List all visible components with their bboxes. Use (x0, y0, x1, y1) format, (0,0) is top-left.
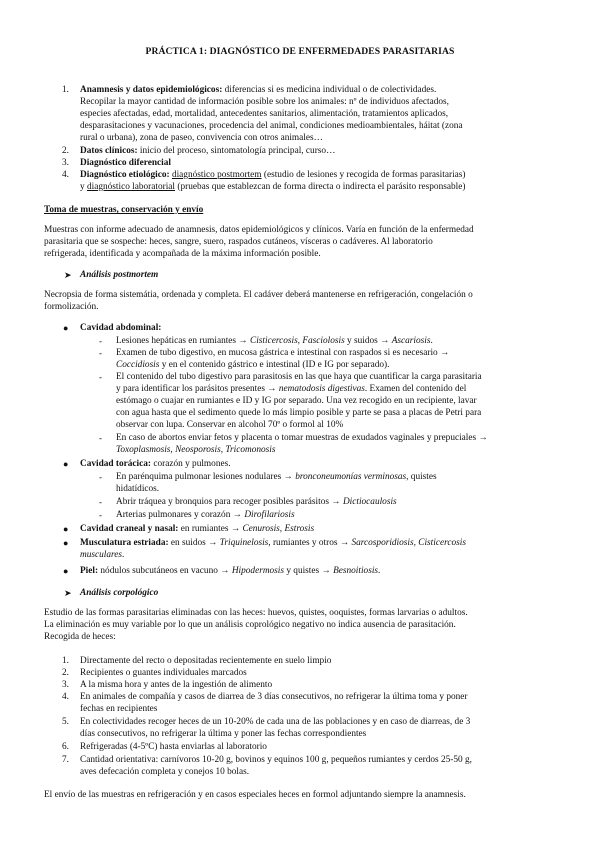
list-item: A la misma hora y antes de la ingestión de alimento (80, 680, 273, 690)
list-item (80, 157, 171, 169)
item-text: y para identificar los parásitos presentes → (116, 384, 279, 394)
item-italic: Ascariosis (391, 336, 431, 346)
sub-item-cont: Toxoplasmosis, Neosporosis, Tricomonosis (116, 445, 276, 455)
item-heading: Diagnóstico etiológico: (80, 170, 170, 180)
bullet-item-cont (80, 549, 124, 561)
list-item: Recipientes o guantes individuales marcados (80, 668, 247, 678)
list-number: 6. (62, 742, 69, 752)
item-text: , rumiantes y otros → (268, 538, 352, 548)
bullet-heading: Piel: (80, 566, 99, 576)
item-heading: Datos clínicos: (80, 146, 138, 156)
item-text: especies afectadas, edad, mortalidad, antecedentes sanitarios, alimentación, tratamientos aplicados, (80, 109, 449, 119)
item-text: en suidos → (168, 538, 220, 548)
item-text: diferencias si es medicina individual o de colectividades. (222, 85, 437, 95)
list-number: 4. (62, 170, 69, 180)
list-item: En colectividades recoger heces de un 10-20% de cada una de las poblaciones y en caso de diarreas, de 3 (80, 717, 471, 727)
dash-icon: - (99, 372, 102, 382)
dash-icon: - (99, 433, 102, 443)
item-italic: Coccidiosis (116, 360, 160, 370)
bullet-icon: ● (63, 524, 69, 534)
subsection-heading: Análisis postmortem (80, 270, 159, 280)
sub-item (116, 496, 397, 508)
sub-item-cont (116, 359, 389, 371)
item-italic: musculares (80, 550, 123, 560)
item-text: y (80, 182, 87, 192)
dash-icon: - (99, 336, 102, 346)
sub-item (116, 471, 437, 483)
item-text: desparasitaciones y vacunaciones, procedencia del animal, condiciones medioambientales, háitat (zona (80, 121, 463, 131)
item-text: (pruebas que establezcan de forma directa o indirecta el parásito responsable) (175, 182, 466, 192)
paragraph-line: formolización. (44, 302, 99, 312)
paragraph-line: Muestras con informe adecuado de anamnesis, datos epidemiológicos y clínicos. Varía en función de la enfermedad (44, 225, 474, 235)
section-heading: Toma de muestras, conservación y envío (44, 205, 204, 215)
list-item: Cantidad orientativa: carnívoros 10-20 g, bovinos y equinos 100 g, pequeños rumiantes y cerdos 25-50 g, (80, 755, 472, 765)
list-number: 5. (62, 717, 69, 727)
item-text: Recopilar la mayor cantidad de información posible sobre los animales: nº de individuos afectados, (80, 97, 449, 107)
item-italic: Triquinelosis (219, 538, 269, 548)
item-text: en rumiantes → (178, 524, 243, 534)
list-item: Directamente del recto o depositadas recientemente en suelo limpio (80, 656, 332, 666)
arrow-bullet-icon: ➤ (64, 270, 72, 280)
list-item (80, 169, 466, 181)
item-text: . Examen del contenido del (364, 384, 467, 394)
list-number: 3. (62, 158, 69, 168)
list-number: 3. (62, 680, 69, 690)
list-number: 1. (62, 656, 69, 666)
sub-item (116, 509, 295, 521)
list-number: 2. (62, 146, 69, 156)
subsection-heading: Análisis corpológico (80, 588, 159, 598)
sub-item (116, 335, 433, 347)
item-italic: bronconeumonías verminosas (295, 472, 407, 482)
bullet-heading: Cavidad abdominal: (80, 323, 162, 333)
bullet-icon: ● (63, 323, 69, 333)
page-title: PRÁCTICA 1: DIAGNÓSTICO DE ENFERMEDADES PARASITARIAS (145, 46, 455, 57)
item-text: . (378, 566, 381, 576)
item-italic: Besnoitiosis (333, 566, 379, 576)
paragraph-line: Estudio de las formas parasitarias eliminadas con las heces: huevos, quistes, ooquistes, formas larvarias o adultos. (44, 608, 468, 618)
item-text: y en el contenido gástrico e intestinal (ID e IG por separado). (159, 360, 390, 370)
item-italic: Dirofilariosis (244, 510, 295, 520)
item-text: En parénquima pulmonar lesiones nodulares → (116, 472, 296, 482)
item-text: Lesiones hepáticas en rumiantes → (116, 336, 250, 346)
item-text: (estudio de lesiones y recogida de formas parasitarias) (261, 170, 466, 180)
list-item (80, 145, 335, 157)
list-item-cont: días consecutivos, no refrigerar la última y poner las fechas correspondientes (80, 729, 367, 739)
item-text: . (122, 550, 125, 560)
item-text: inicio del proceso, sintomatología principal, curso… (137, 146, 336, 156)
bullet-icon: ● (63, 459, 69, 469)
closing-paragraph: El envío de las muestras en refrigeración y en casos especiales heces en formol adjuntando siempre la anamnesis. (44, 790, 466, 800)
list-number: 2. (62, 668, 69, 678)
list-number: 7. (62, 755, 69, 765)
item-italic: nematodosis digestivas (278, 384, 365, 394)
paragraph-line: parasitaria que se sospeche: heces, sangre, suero, raspados cutáneos, vísceras o cadáveres. Al laboratorio (44, 237, 433, 247)
paragraph-line: Necropsia de forma sistemátia, ordenada y completa. El cadáver deberá mantenerse en refrigeración, congelación o (44, 290, 473, 300)
bullet-heading: Cavidad torácica: (80, 459, 152, 469)
sub-item-cont: estómago o cuajar en rumiantes e ID y IG por separado. Una vez recogido en un recipiente, lavar (116, 396, 477, 406)
item-italic: Dictiocaulosis (342, 497, 397, 507)
paragraph-line: La eliminación es muy variable por lo que un análisis coprológico negativo no indica ausencia de parasitación. (44, 620, 456, 630)
item-italic: Sarcosporidiosis, Cisticercosis (351, 538, 466, 548)
paragraph-line: refrigerada, identificada y acompañada de la máxima información posible. (44, 249, 321, 259)
link-laboratorial: diagnóstico laboratorial (86, 182, 176, 192)
sub-item-cont: observar con lupa. Conservar en alcohol 70º o formol al 10% (116, 420, 344, 430)
dash-icon: - (99, 510, 102, 520)
list-item-cont: fechas en recipientes (80, 704, 158, 714)
item-italic: Hipodermosis (231, 566, 284, 576)
list-item: En animales de compañía y casos de diarrea de 3 días consecutivos, no refrigerar la última toma y poner (80, 692, 468, 702)
arrow-bullet-icon: ➤ (64, 588, 72, 598)
bullet-item (80, 523, 314, 535)
paragraph-line: Recogida de heces: (44, 632, 116, 642)
sub-item: El contenido del tubo digestivo para parasitosis en las que haya que cuantificar la carga parasitaria (116, 372, 482, 382)
item-text: Abrir tráquea y bronquios para recoger posibles parásitos → (116, 497, 343, 507)
item-italic: Cenurosis, Estrosis (242, 524, 315, 534)
item-italic: Cisticercosis, Fasciolosis (250, 336, 345, 346)
list-item: Refrigeradas (4-5ºC) hasta enviarlas al laboratorio (80, 742, 267, 752)
bullet-icon: ● (63, 566, 69, 576)
list-number: 1. (62, 85, 69, 95)
item-text: y suidos → (344, 336, 392, 346)
link-postmortem: diagnóstico postmortem (171, 170, 262, 180)
item-heading: Diagnóstico diferencial (80, 158, 171, 168)
bullet-item (80, 565, 380, 577)
dash-icon: - (99, 497, 102, 507)
list-item-cont (80, 181, 465, 193)
bullet-heading: Musculatura estriada: (80, 538, 169, 548)
dash-icon: - (99, 348, 102, 358)
item-heading: Anamnesis y datos epidemiológicos: (80, 85, 223, 95)
sub-item-cont: hidatídicos. (116, 484, 160, 494)
bullet-heading: Cavidad craneal y nasal: (80, 524, 179, 534)
list-number: 4. (62, 692, 69, 702)
bullet-icon: ● (63, 538, 69, 548)
item-text: y quistes → (284, 566, 334, 576)
item-text: , quistes (406, 472, 437, 482)
item-text: . (430, 336, 433, 346)
sub-item: En caso de abortos enviar fetos y placenta o tomar muestras de exudados vaginales y prepuciales → (116, 433, 488, 443)
list-item-cont: aves defecación completa y conejos 10 bolas. (80, 767, 250, 777)
item-text: rural o urbana), zona de paseo, convivencia con otros animales… (80, 133, 323, 143)
item-text: corazón y pulmones. (151, 459, 231, 469)
dash-icon: - (99, 472, 102, 482)
bullet-item (80, 458, 231, 470)
item-text: Arterias pulmonares y corazón → (116, 510, 245, 520)
sub-item-cont (116, 383, 466, 395)
item-text: nódulos subcutáneos en vacuno → (98, 566, 232, 576)
bullet-item (80, 537, 466, 549)
list-item (80, 84, 436, 96)
sub-item-cont: con agua hasta que el sedimento quede lo más limpio posible y parte se pasa a placas de Petri para (116, 408, 482, 418)
sub-item: Examen de tubo digestivo, en mucosa gástrica e intestinal con raspados si es necesario → (116, 348, 450, 358)
